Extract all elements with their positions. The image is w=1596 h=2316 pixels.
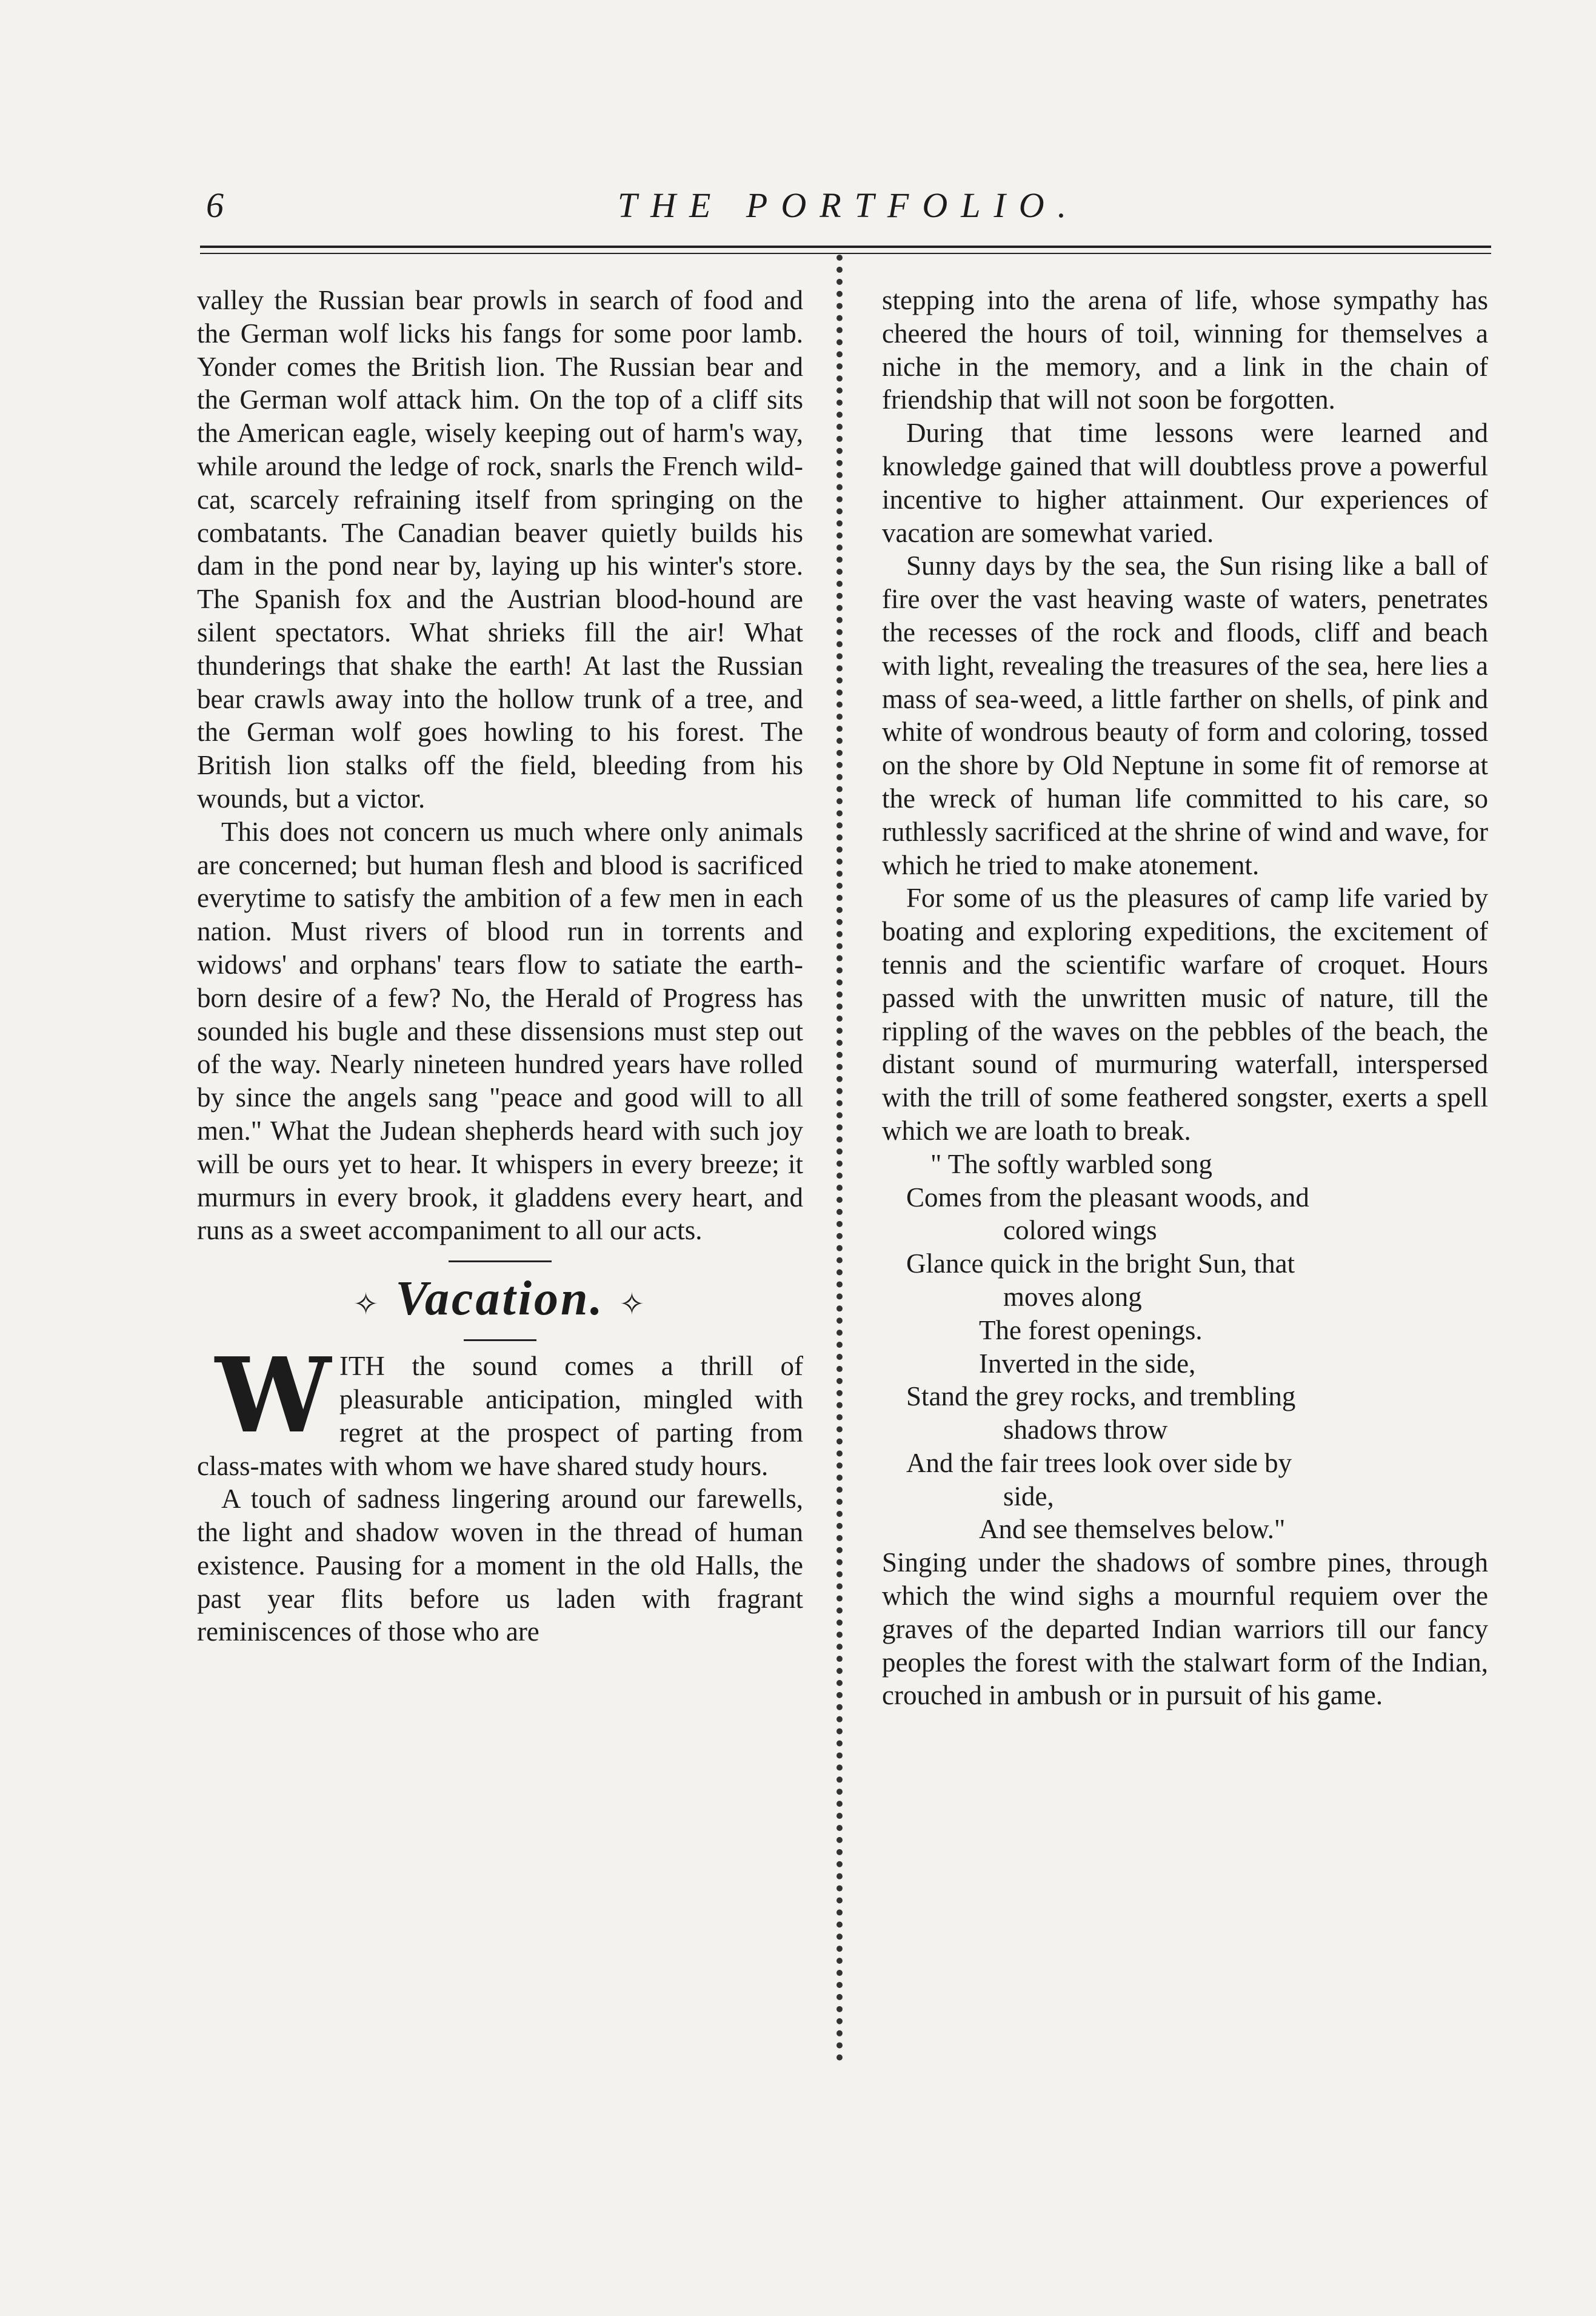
- verse-line: Stand the grey rocks, and trembling: [906, 1381, 1296, 1412]
- page-number: 6: [206, 186, 224, 225]
- drop-cap: W: [215, 1335, 331, 1457]
- section-heading: [197, 1268, 803, 1334]
- section-rule: [449, 1260, 552, 1262]
- verse-line: " The softly warbled song: [930, 1148, 1212, 1179]
- paragraph: This does not concern us much where only animals are concerned; but human flesh and blood is sacrificed everytime to satisfy the ambition of a few men in each nation. Must rivers of blood run in torrents and widows' and orphans' tears flow to satiate the earth-born desire of a few? No, the Herald of Progress has sounded his bugle and these dissensions must step out of the way. Nearly nineteen hundred years have rolled by since the angels sang "peace and good will to all men." What the Judean shepherds heard with such joy will be ours yet to hear. It whispers in every breeze; it murmurs in every brook, it gladdens every heart, and runs as a sweet accompaniment to all our acts.: [197, 816, 803, 1246]
- verse-block: [882, 1148, 1488, 1547]
- ornament-icon: ✧: [353, 1287, 381, 1322]
- header-rule: [200, 246, 1491, 254]
- ornament-icon: ✧: [619, 1287, 647, 1322]
- paragraph: Sunny days by the sea, the Sun rising like a ball of fire over the vast heaving waste of waters, penetrates the recesses of the rock and floods, cliff and beach with light, revealing the treasures of the sea, here lies a mass of sea-weed, a little farther on shells, of pink and white of wondrous beauty of form and coloring, tossed on the shore by Old Neptune in some fit of remorse at the wreck of human life committed to his care, so ruthlessly sacrificed at the shrine of wind and wave, for which he tried to make atonement.: [882, 551, 1488, 880]
- paragraph: [197, 1335, 803, 1482]
- verse-line: moves along: [1003, 1281, 1142, 1312]
- paragraph: Singing under the shadows of sombre pines, through which the wind sighs a mournful requiem over the graves of the departed Indian warriors till our fancy peoples the forest with the stalwart form of the Indian, crouched in ambush or in pursuit of his game.: [882, 1547, 1488, 1711]
- paragraph-text: ITH the sound comes a thrill of pleasurable anticipation, mingled with regret at the prospect of parting from class-mates with whom we have shared study hours.: [197, 1351, 803, 1481]
- paragraph: valley the Russian bear prowls in search of food and the German wolf licks his fangs for some poor lamb. Yonder comes the British lion. The Russian bear and the German wolf attack him. On the top of a cliff sits the American eagle, wisely keeping out of harm's way, while around the ledge of rock, snarls the French wild-cat, scarcely refraining itself from springing on the combatants. The Canadian beaver quietly builds his dam in the pond near by, laying up his winter's store. The Spanish fox and the Austrian blood-hound are silent spectators. What shrieks fill the air! What thunderings that shake the earth! At last the Russian bear crawls away into the hollow trunk of a tree, and the German wolf goes howling to his forest. The British lion stalks off the field, bleeding from his wounds, but a victor.: [197, 285, 803, 814]
- verse-line: Inverted in the side,: [979, 1348, 1196, 1379]
- paragraph: stepping into the arena of life, whose sympathy has cheered the hours of toil, winning for themselves a niche in the memory, and a link in the chain of friendship that will not soon be forgotten.: [882, 285, 1488, 415]
- column-divider: [836, 255, 843, 2061]
- verse-line: shadows throw: [1003, 1414, 1168, 1445]
- verse-line: Glance quick in the bright Sun, that: [906, 1248, 1295, 1279]
- paragraph: During that time lessons were learned and knowledge gained that will doubtless prove a powerful incentive to higher attainment. Our experiences of vacation are somewhat varied.: [882, 418, 1488, 548]
- page-header: [206, 185, 1491, 239]
- verse-line: colored wings: [1003, 1215, 1157, 1246]
- verse-line: Comes from the pleasant woods, and: [906, 1182, 1309, 1213]
- verse-line: And the fair trees look over side by: [906, 1447, 1292, 1478]
- section-rule: [464, 1339, 536, 1341]
- left-column: [197, 284, 803, 1648]
- paragraph: A touch of sadness lingering around our farewells, the light and shadow woven in the thread of human existence. Pausing for a moment in the old Halls, the past year flits before us laden with fragrant reminiscences of those who are: [197, 1484, 803, 1647]
- paragraph: For some of us the pleasures of camp life varied by boating and exploring expeditions, the excitement of tennis and the scientific warfare of croquet. Hours passed with the unwritten music of nature, till the rippling of the waves on the pebbles of the beach, the distant sound of murmuring waterfall, interspersed with the trill of some feathered songster, exerts a spell which we are loath to break.: [882, 883, 1488, 1146]
- verse-line: The forest openings.: [979, 1314, 1203, 1345]
- verse-line: And see themselves below.": [979, 1514, 1286, 1545]
- section-title: Vacation.: [395, 1272, 605, 1326]
- running-title: THE PORTFOLIO.: [617, 186, 1080, 225]
- right-column: [882, 284, 1488, 1712]
- verse-line: side,: [1003, 1481, 1054, 1511]
